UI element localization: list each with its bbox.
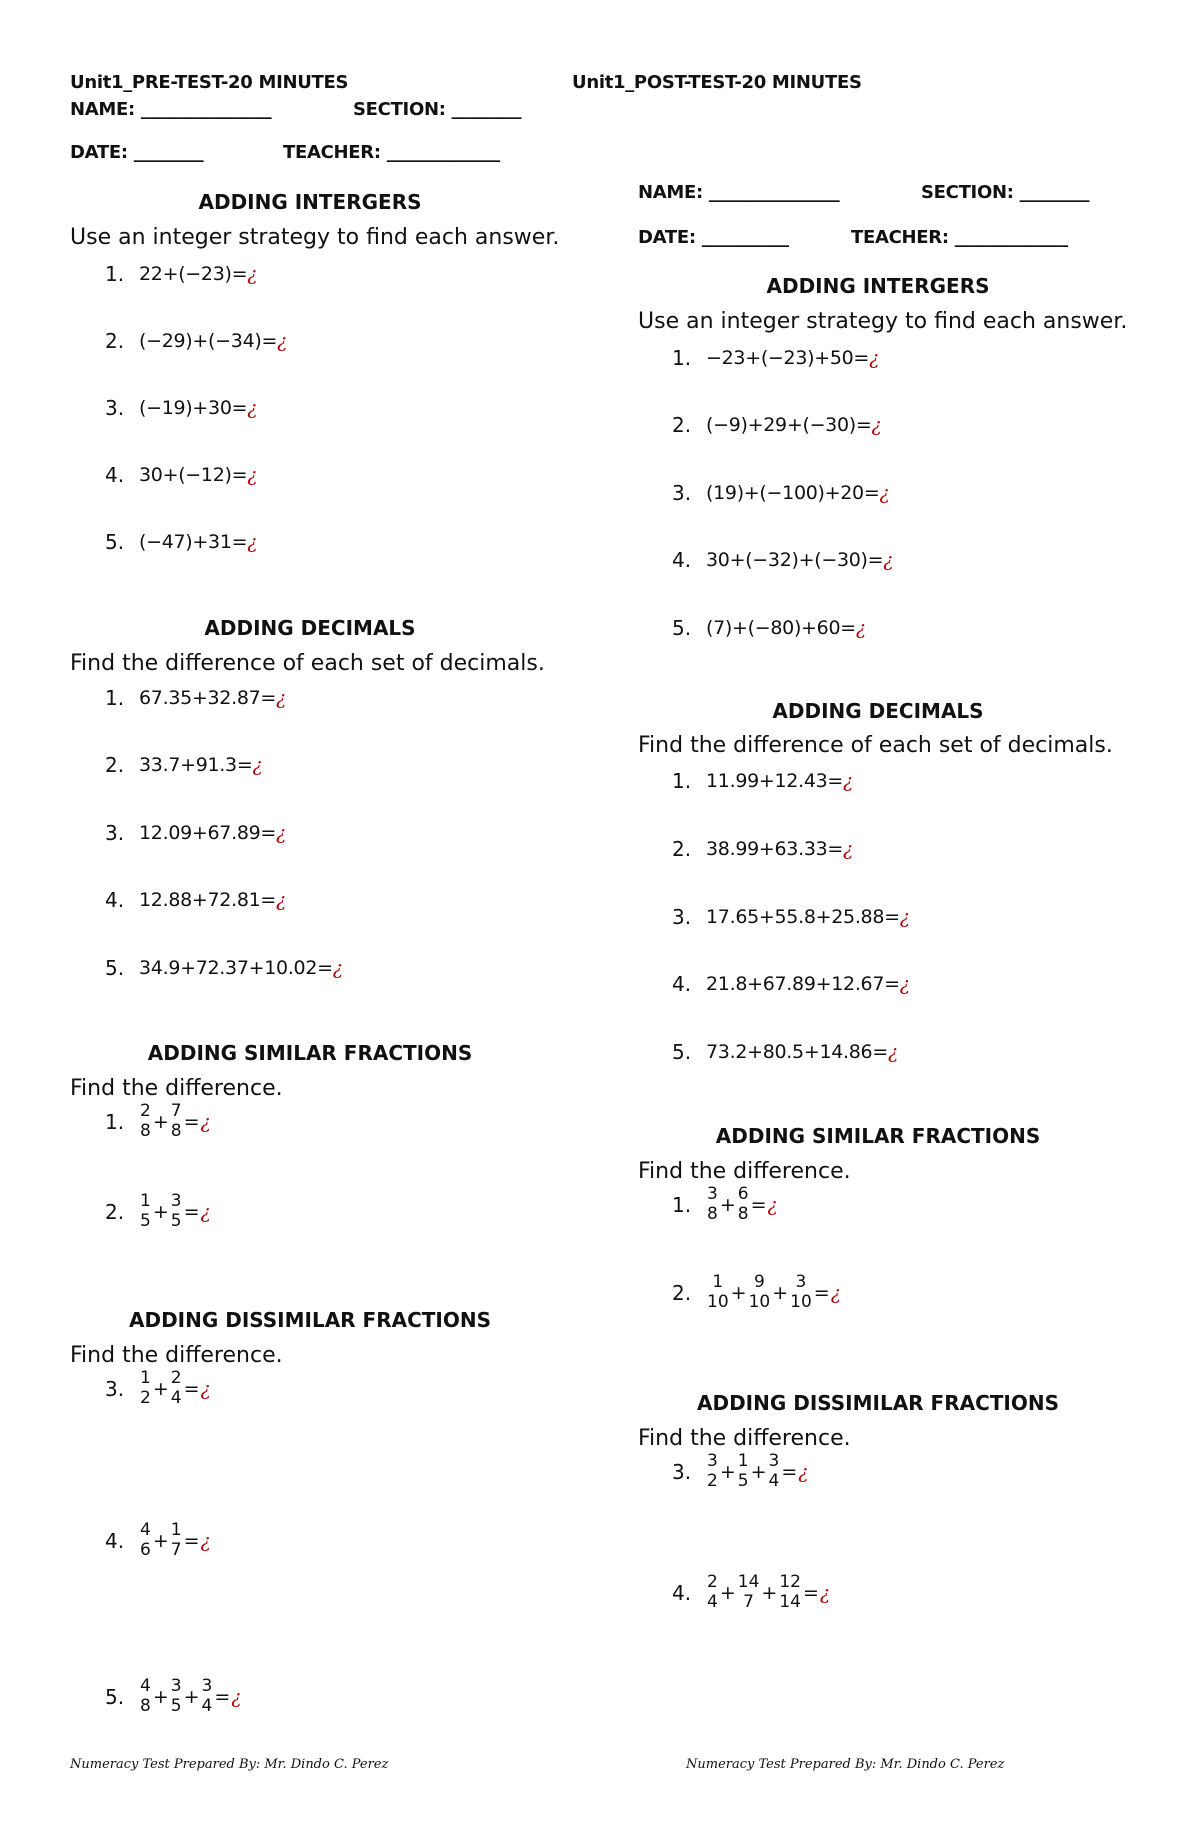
problem-item — [105, 753, 263, 777]
fraction — [707, 1274, 729, 1311]
plus-sign: + — [152, 1377, 169, 1400]
fraction — [171, 1522, 182, 1559]
problem-item — [105, 329, 287, 353]
numerator: 2 — [707, 1572, 718, 1592]
answer-placeholder: ¿ — [200, 1200, 211, 1223]
answer-placeholder: ¿ — [276, 822, 287, 844]
problem-item — [672, 837, 853, 861]
post-test-column — [572, 0, 1198, 1835]
denominator: 14 — [779, 1592, 801, 1612]
footer-credit: Numeracy Test Prepared By: Mr. Dindo C. Perez — [686, 1757, 1005, 1772]
problem-number: 1. — [672, 1192, 692, 1217]
fraction — [140, 1522, 151, 1559]
section-field: SECTION: ________ — [921, 182, 1090, 203]
problem-number: 4. — [672, 972, 692, 996]
fraction — [738, 1574, 760, 1611]
fraction — [140, 1370, 151, 1407]
fraction — [171, 1103, 182, 1140]
fraction — [140, 1103, 151, 1140]
denominator: 5 — [170, 1211, 182, 1231]
plus-sign: + — [152, 1200, 169, 1223]
numerator: 3 — [707, 1451, 718, 1471]
problem-number: 3. — [105, 821, 125, 845]
instruction-dissimilar-fractions: Find the difference. — [638, 1426, 851, 1451]
equals-sign: = — [781, 1460, 798, 1483]
problem-expression: (−9)+29+(−30)= — [706, 414, 872, 436]
problem-expression: 30+(−12)= — [139, 464, 248, 486]
numerator: 1 — [140, 1368, 151, 1388]
teacher-field: TEACHER: _____________ — [283, 142, 500, 163]
fraction — [171, 1193, 182, 1230]
problem-number: 2. — [672, 413, 692, 437]
numerator: 3 — [201, 1676, 213, 1696]
problem-number: 2. — [672, 837, 692, 861]
problem-item — [105, 1370, 211, 1407]
test-title: Unit1_POST-TEST-20 MINUTES — [572, 72, 862, 93]
answer-placeholder: ¿ — [855, 617, 867, 639]
problem-expression: 33.7+91.3= — [139, 754, 253, 776]
plus-sign: + — [719, 1460, 736, 1483]
problem-expression: 12.09+67.89= — [139, 822, 277, 844]
name-field: NAME: _______________ — [638, 182, 840, 203]
problem-number: 3. — [672, 1459, 692, 1484]
problem-item — [672, 548, 893, 572]
answer-placeholder: ¿ — [200, 1110, 211, 1133]
problem-expression: −23+(−23)+50= — [706, 347, 870, 369]
problem-number: 3. — [105, 396, 125, 420]
denominator: 4 — [170, 1388, 182, 1408]
instruction-dissimilar-fractions: Find the difference. — [70, 1343, 283, 1368]
problem-expression: 73.2+80.5+14.86= — [706, 1041, 888, 1063]
answer-placeholder: ¿ — [819, 1581, 831, 1604]
denominator: 4 — [201, 1696, 213, 1716]
plus-sign: + — [719, 1581, 736, 1604]
instruction-integers: Use an integer strategy to find each answer. — [638, 309, 1128, 334]
answer-placeholder: ¿ — [843, 838, 854, 860]
answer-placeholder: ¿ — [830, 1281, 841, 1304]
problem-number: 3. — [105, 1376, 125, 1401]
denominator: 5 — [737, 1471, 749, 1491]
answer-placeholder: ¿ — [231, 1685, 242, 1708]
numerator: 6 — [737, 1184, 749, 1204]
numerator: 1 — [170, 1520, 182, 1540]
instruction-similar-fractions: Find the difference. — [70, 1076, 283, 1101]
instruction-integers: Use an integer strategy to find each answer. — [70, 225, 560, 250]
instruction-decimals: Find the difference of each set of decimals. — [70, 651, 545, 676]
answer-placeholder: ¿ — [252, 754, 263, 776]
plus-sign: + — [761, 1581, 778, 1604]
section-title-dissimilar-fractions: ADDING DISSIMILAR FRACTIONS — [128, 1308, 491, 1332]
equals-sign: = — [183, 1110, 200, 1133]
problem-item — [105, 396, 257, 420]
problem-item — [105, 1522, 211, 1559]
numerator: 4 — [140, 1676, 151, 1696]
problem-item — [672, 905, 910, 929]
equals-sign: = — [183, 1200, 200, 1223]
denominator: 8 — [170, 1121, 182, 1141]
answer-placeholder: ¿ — [883, 549, 894, 571]
answer-placeholder: ¿ — [332, 957, 343, 979]
answer-placeholder: ¿ — [247, 531, 258, 553]
answer-placeholder: ¿ — [887, 1041, 899, 1063]
problem-item — [672, 1186, 778, 1223]
answer-placeholder: ¿ — [200, 1529, 211, 1552]
problem-expression: 38.99+63.33= — [706, 838, 844, 860]
problem-number: 3. — [672, 481, 692, 505]
problem-number: 4. — [672, 548, 692, 572]
problem-item — [105, 262, 257, 286]
fraction — [779, 1574, 801, 1611]
numerator: 3 — [795, 1272, 807, 1292]
problem-number: 4. — [105, 463, 125, 487]
problem-expression: 30+(−32)+(−30)= — [706, 549, 884, 571]
date-field: DATE: ________ — [70, 142, 204, 163]
denominator: 2 — [140, 1388, 151, 1408]
plus-sign: + — [183, 1685, 200, 1708]
problem-expression: (19)+(−100)+20= — [706, 482, 880, 504]
problem-number: 4. — [105, 1528, 125, 1553]
answer-placeholder: ¿ — [247, 397, 258, 419]
denominator: 8 — [140, 1696, 151, 1716]
numerator: 4 — [140, 1520, 151, 1540]
numerator: 1 — [737, 1451, 749, 1471]
denominator: 10 — [707, 1292, 729, 1312]
test-title: Unit1_PRE-TEST-20 MINUTES — [70, 72, 349, 93]
problem-expression: 21.8+67.89+12.67= — [706, 973, 900, 995]
answer-placeholder: ¿ — [277, 330, 288, 352]
fraction — [171, 1678, 182, 1715]
problem-number: 1. — [105, 262, 125, 286]
problem-item — [105, 530, 257, 554]
pre-test-column — [70, 0, 630, 1835]
section-title-dissimilar-fractions: ADDING DISSIMILAR FRACTIONS — [696, 1391, 1059, 1415]
problem-number: 2. — [672, 1280, 692, 1305]
section-field: SECTION: ________ — [353, 99, 522, 120]
numerator: 14 — [737, 1572, 760, 1592]
numerator: 1 — [140, 1191, 151, 1211]
answer-placeholder: ¿ — [899, 906, 910, 928]
numerator: 9 — [753, 1272, 765, 1292]
problem-expression: 17.65+55.8+25.88= — [706, 906, 900, 928]
problem-item — [672, 1574, 830, 1611]
fraction — [707, 1453, 718, 1490]
denominator: 5 — [170, 1696, 182, 1716]
plus-sign: + — [152, 1685, 169, 1708]
plus-sign: + — [772, 1281, 789, 1304]
denominator: 8 — [737, 1204, 749, 1224]
instruction-decimals: Find the difference of each set of decimals. — [638, 733, 1113, 758]
section-title-decimals: ADDING DECIMALS — [772, 699, 984, 723]
equals-sign: = — [750, 1193, 767, 1216]
problem-number: 5. — [672, 616, 692, 640]
problem-number: 3. — [672, 905, 692, 929]
answer-placeholder: ¿ — [899, 973, 910, 995]
fraction — [738, 1453, 749, 1490]
name-field: NAME: _______________ — [70, 99, 272, 120]
equals-sign: = — [183, 1377, 200, 1400]
denominator: 10 — [748, 1292, 771, 1312]
denominator: 4 — [707, 1592, 718, 1612]
fraction — [202, 1678, 213, 1715]
problem-number: 4. — [672, 1580, 692, 1605]
fraction — [790, 1274, 812, 1311]
problem-item — [672, 1453, 808, 1490]
fraction — [749, 1274, 771, 1311]
problem-number: 1. — [672, 769, 692, 793]
equals-sign: = — [802, 1581, 819, 1604]
problem-number: 2. — [105, 329, 125, 353]
problem-expression: (7)+(−80)+60= — [706, 617, 856, 639]
answer-placeholder: ¿ — [276, 889, 287, 911]
problem-number: 5. — [672, 1040, 692, 1064]
denominator: 6 — [140, 1540, 151, 1560]
answer-placeholder: ¿ — [879, 482, 890, 504]
numerator: 1 — [712, 1272, 724, 1292]
numerator: 3 — [170, 1676, 182, 1696]
date-field: DATE: __________ — [638, 227, 789, 248]
denominator: 2 — [707, 1471, 718, 1491]
footer-credit: Numeracy Test Prepared By: Mr. Dindo C. Perez — [70, 1757, 389, 1772]
answer-placeholder: ¿ — [767, 1193, 778, 1216]
problem-expression: (−19)+30= — [139, 397, 248, 419]
problem-item — [105, 1193, 211, 1230]
problem-item — [105, 888, 286, 912]
problem-number: 1. — [105, 686, 125, 710]
numerator: 7 — [170, 1101, 182, 1121]
numerator: 3 — [170, 1191, 182, 1211]
fraction — [171, 1370, 182, 1407]
problem-item — [672, 413, 882, 437]
plus-sign: + — [719, 1193, 736, 1216]
fraction — [738, 1186, 749, 1223]
problem-item — [672, 972, 910, 996]
problem-item — [672, 346, 879, 370]
problem-item — [105, 1678, 241, 1715]
fraction — [140, 1678, 151, 1715]
fraction — [707, 1574, 718, 1611]
answer-placeholder: ¿ — [843, 770, 854, 792]
problem-number: 4. — [105, 888, 125, 912]
answer-placeholder: ¿ — [276, 687, 287, 709]
problem-item — [105, 1103, 211, 1140]
problem-item — [672, 1274, 841, 1311]
problem-expression: 67.35+32.87= — [139, 687, 277, 709]
plus-sign: + — [152, 1529, 169, 1552]
answer-placeholder: ¿ — [798, 1460, 809, 1483]
problem-expression: 12.88+72.81= — [139, 889, 277, 911]
section-title-decimals: ADDING DECIMALS — [204, 616, 416, 640]
numerator: 12 — [779, 1572, 801, 1592]
problem-number: 5. — [105, 530, 125, 554]
instruction-similar-fractions: Find the difference. — [638, 1159, 851, 1184]
section-title-integers: ADDING INTERGERS — [766, 274, 990, 298]
fraction — [707, 1186, 718, 1223]
problem-expression: 11.99+12.43= — [706, 770, 844, 792]
denominator: 8 — [707, 1204, 718, 1224]
denominator: 8 — [140, 1121, 151, 1141]
problem-number: 2. — [105, 753, 125, 777]
problem-item — [105, 463, 257, 487]
plus-sign: + — [750, 1460, 767, 1483]
equals-sign: = — [813, 1281, 830, 1304]
problem-item — [105, 821, 286, 845]
answer-placeholder: ¿ — [871, 414, 882, 436]
equals-sign: = — [183, 1529, 200, 1552]
fraction — [769, 1453, 780, 1490]
numerator: 2 — [170, 1368, 182, 1388]
answer-placeholder: ¿ — [869, 347, 880, 369]
numerator: 3 — [707, 1184, 718, 1204]
denominator: 10 — [790, 1292, 812, 1312]
denominator: 7 — [170, 1540, 182, 1560]
answer-placeholder: ¿ — [247, 464, 258, 486]
problem-item — [105, 956, 343, 980]
teacher-field: TEACHER: _____________ — [851, 227, 1068, 248]
problem-expression: 22+(−23)= — [139, 263, 248, 285]
fraction — [140, 1193, 151, 1230]
problem-number: 2. — [105, 1199, 125, 1224]
problem-expression: (−47)+31= — [139, 531, 248, 553]
problem-item — [672, 769, 853, 793]
problem-item — [672, 481, 890, 505]
equals-sign: = — [214, 1685, 231, 1708]
section-title-similar-fractions: ADDING SIMILAR FRACTIONS — [147, 1041, 473, 1065]
plus-sign: + — [152, 1110, 169, 1133]
problem-expression: (−29)+(−34)= — [139, 330, 278, 352]
answer-placeholder: ¿ — [200, 1377, 211, 1400]
problem-item — [672, 616, 866, 640]
numerator: 2 — [140, 1101, 151, 1121]
problem-expression: 34.9+72.37+10.02= — [139, 957, 333, 979]
section-title-integers: ADDING INTERGERS — [198, 190, 422, 214]
answer-placeholder: ¿ — [247, 263, 258, 285]
problem-number: 1. — [672, 346, 692, 370]
problem-item — [672, 1040, 898, 1064]
problem-item — [105, 686, 286, 710]
problem-number: 5. — [105, 1684, 125, 1709]
denominator: 5 — [140, 1211, 151, 1231]
denominator: 4 — [768, 1471, 780, 1491]
denominator: 7 — [743, 1592, 754, 1612]
plus-sign: + — [730, 1281, 747, 1304]
numerator: 3 — [768, 1451, 780, 1471]
section-title-similar-fractions: ADDING SIMILAR FRACTIONS — [715, 1124, 1041, 1148]
problem-number: 5. — [105, 956, 125, 980]
problem-number: 1. — [105, 1109, 125, 1134]
